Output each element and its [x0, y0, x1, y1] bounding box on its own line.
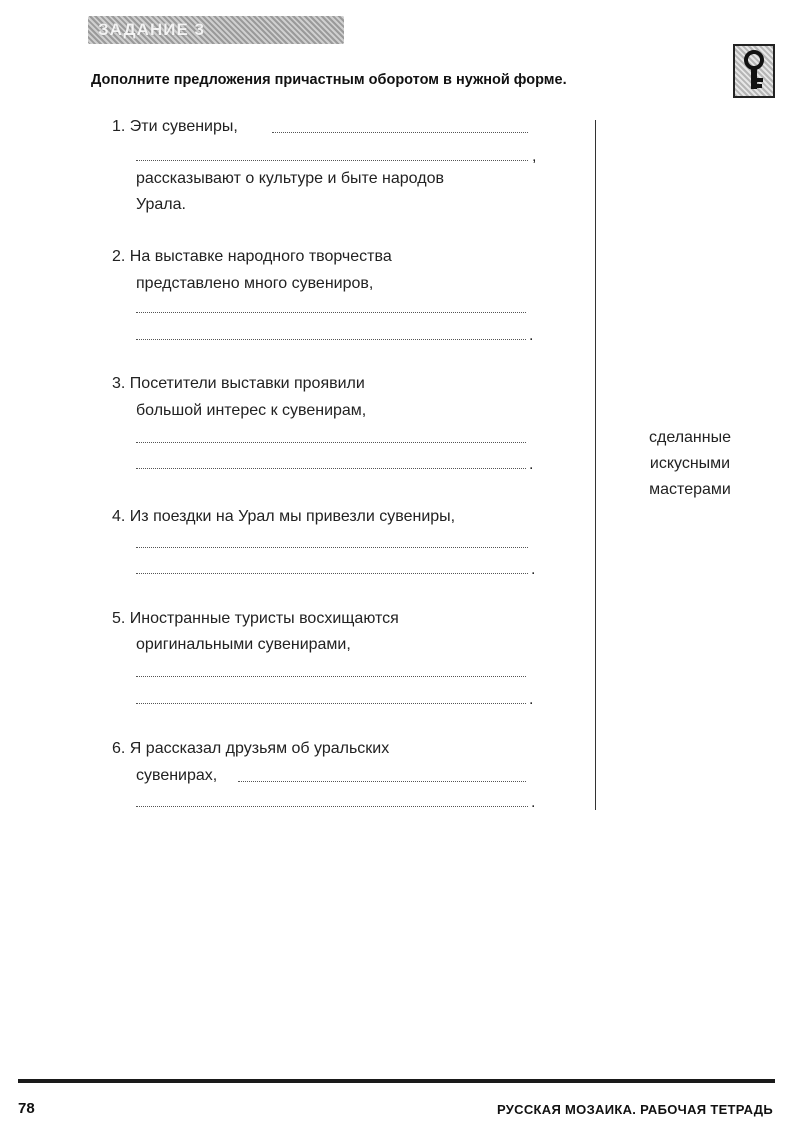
answer-line[interactable] [136, 703, 526, 704]
answer-line[interactable] [136, 339, 526, 340]
answer-line[interactable] [272, 132, 528, 133]
key-icon [733, 44, 775, 98]
book-title: РУССКАЯ МОЗАИКА. РАБОЧАЯ ТЕТРАДЬ [496, 1102, 773, 1117]
task-instruction: Дополните предложения причастным оборотом в нужной форме. [91, 72, 567, 88]
hint-line: сделанные [648, 429, 731, 446]
answer-line[interactable] [136, 468, 526, 469]
item-2-text: представлено много сувениров, [136, 275, 374, 292]
task-banner-label: ЗАДАНИЕ 3 [98, 20, 205, 39]
hint-line: искусными [649, 455, 731, 472]
answer-line[interactable] [238, 781, 526, 782]
item-6-text: 6. Я рассказал друзьям об уральских [112, 740, 390, 757]
item-4-punct: . [531, 561, 536, 578]
answer-line[interactable] [136, 806, 528, 807]
item-1-continuation: рассказывают о культуре и быте народов [136, 170, 444, 187]
item-4-text: 4. Из поездки на Урал мы привезли сувениры, [112, 508, 456, 525]
answer-line[interactable] [136, 312, 526, 313]
item-5-text: оригинальными сувенирами, [136, 636, 351, 653]
item-3-text: большой интерес к сувенирам, [136, 402, 367, 419]
hint-line: мастерами [649, 481, 731, 498]
answer-line[interactable] [136, 573, 528, 574]
answer-line[interactable] [136, 547, 528, 548]
answer-line[interactable] [136, 676, 526, 677]
item-6-text: сувенирах, [136, 767, 218, 784]
item-5-punct: . [529, 691, 534, 708]
hint-phrase [610, 425, 770, 503]
item-6-punct: . [531, 794, 536, 811]
key-icon-glyph [741, 50, 767, 92]
item-1-start: 1. Эти сувениры, [112, 118, 238, 135]
item-1-punct: , [532, 148, 537, 165]
answer-line[interactable] [136, 442, 526, 443]
item-3-text: 3. Посетители выставки проявили [112, 375, 365, 392]
item-2-punct: . [529, 327, 534, 344]
item-1-continuation: Урала. [136, 196, 186, 213]
answer-line[interactable] [136, 160, 528, 161]
item-2-text: 2. На выставке народного творчества [112, 248, 392, 265]
column-divider [595, 120, 596, 810]
task-banner [88, 16, 344, 44]
item-5-text: 5. Иностранные туристы восхищаются [112, 610, 399, 627]
footer-rule [18, 1079, 775, 1083]
item-3-punct: . [529, 456, 534, 473]
page-number: 78 [18, 1100, 35, 1117]
